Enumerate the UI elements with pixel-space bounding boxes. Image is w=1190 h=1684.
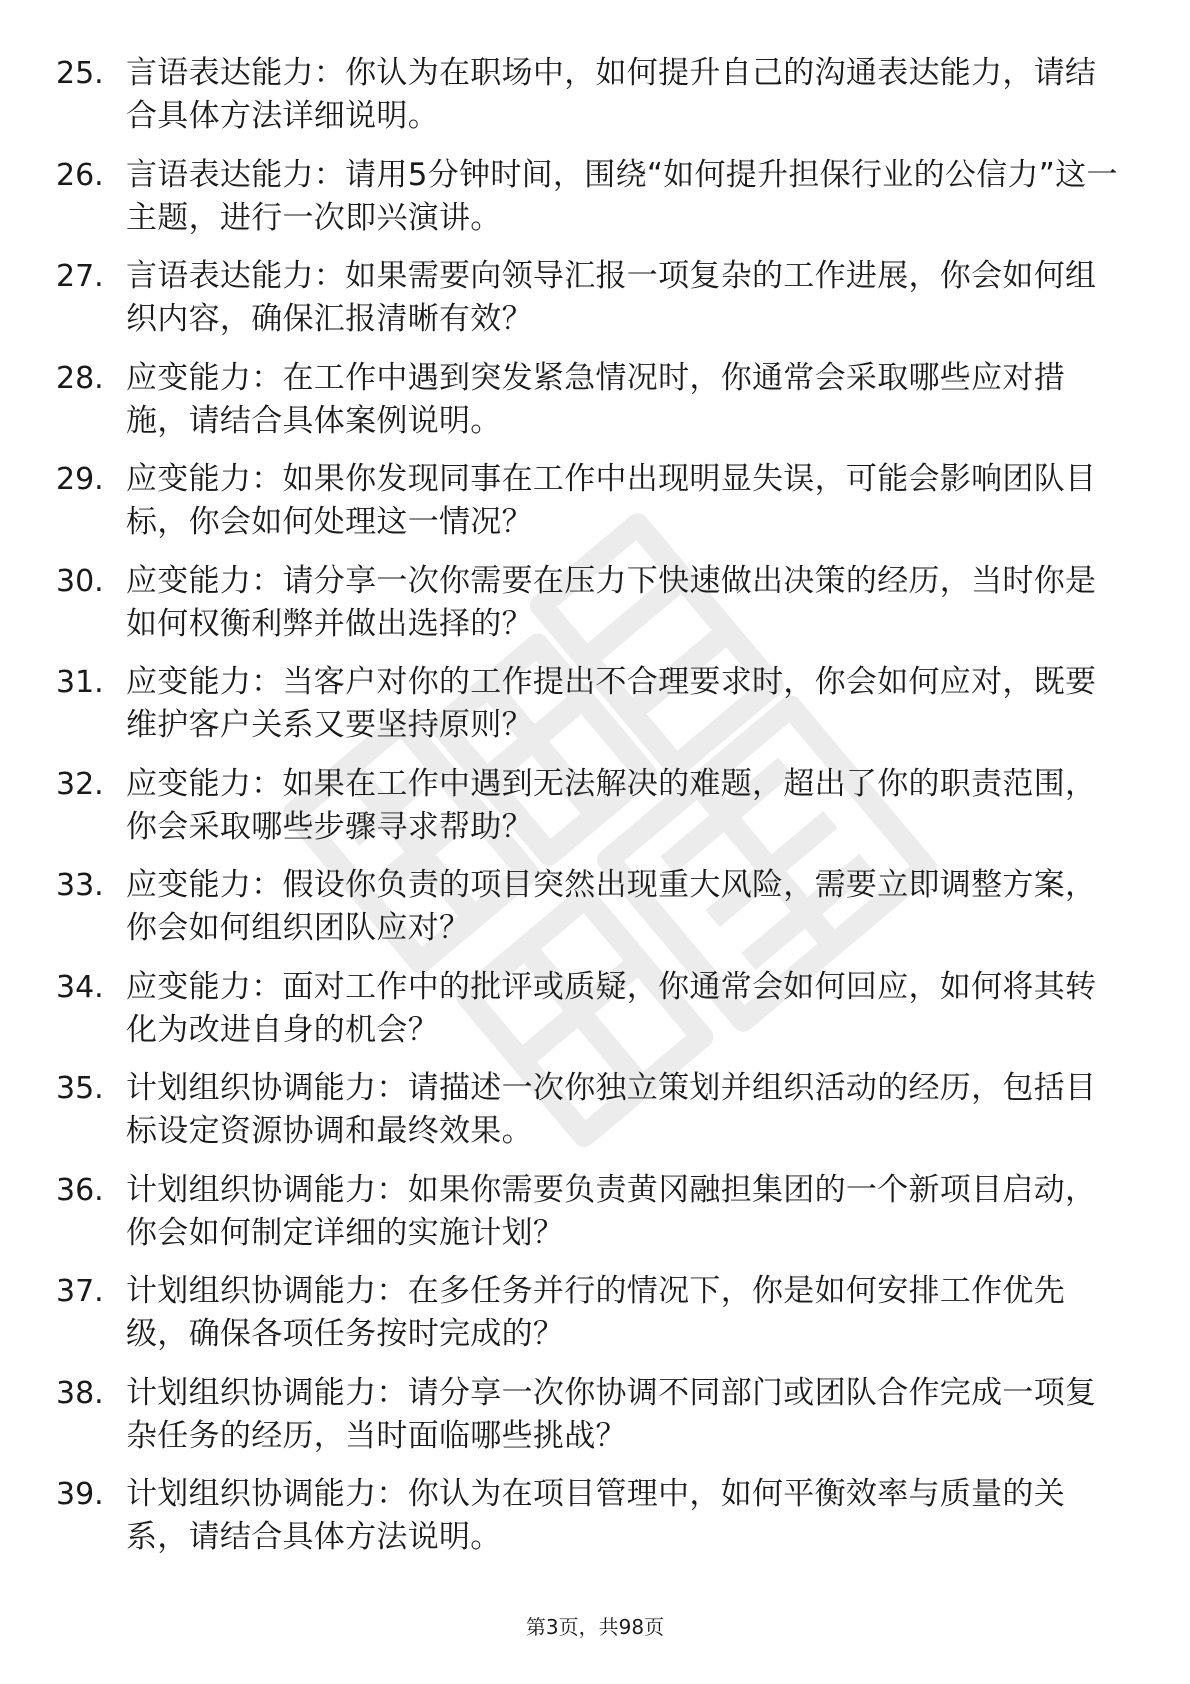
question-text: 言语表达能力：你认为在职场中，如何提升自己的沟通表达能力，请结合具体方法详细说明。 bbox=[126, 55, 1097, 134]
question-text: 应变能力：请分享一次你需要在压力下快速做出决策的经历，当时你是如何权衡利弊并做出选择的？ bbox=[126, 562, 1097, 642]
question-list bbox=[0, 52, 1190, 1575]
question-item bbox=[0, 864, 1190, 966]
question-number: 32. bbox=[56, 766, 104, 802]
question-item bbox=[0, 154, 1190, 256]
question-text: 言语表达能力：请用5分钟时间，围绕“如何提升担保行业的公信力”这一主题，进行一次即兴演讲。 bbox=[126, 156, 1118, 236]
question-text: 言语表达能力：如果需要向领导汇报一项复杂的工作进展，你会如何组织内容，确保汇报清晰有效？ bbox=[126, 258, 1097, 337]
question-number: 25. bbox=[56, 56, 104, 91]
page-number-footer: 第3页，共98页 bbox=[525, 1615, 665, 1639]
question-number: 33. bbox=[56, 868, 104, 903]
question-number: 27. bbox=[56, 259, 104, 294]
question-item bbox=[0, 1067, 1190, 1169]
question-item bbox=[0, 255, 1190, 357]
question-item bbox=[0, 357, 1190, 459]
question-number: 34. bbox=[56, 969, 104, 1005]
question-text: 应变能力：面对工作中的批评或质疑，你通常会如何回应，如何将其转化为改进自身的机会？ bbox=[126, 968, 1097, 1048]
question-item bbox=[0, 1270, 1190, 1372]
question-item bbox=[0, 966, 1190, 1068]
question-number: 29. bbox=[56, 462, 104, 497]
question-text: 计划组织协调能力：在多任务并行的情况下，你是如何安排工作优先级，确保各项任务按时完成的？ bbox=[126, 1273, 1065, 1352]
question-text: 应变能力：如果在工作中遇到无法解决的难题，超出了你的职责范围，你会采取哪些步骤寻求帮助？ bbox=[126, 765, 1097, 845]
question-item bbox=[0, 763, 1190, 865]
question-text: 计划组织协调能力：请分享一次你协调不同部门或团队合作完成一项复杂任务的经历，当时面临哪些挑战？ bbox=[126, 1374, 1097, 1454]
question-item bbox=[0, 1473, 1190, 1575]
question-text: 计划组织协调能力：请描述一次你独立策划并组织活动的经历，包括目标设定资源协调和最终效果。 bbox=[126, 1070, 1097, 1149]
question-text: 应变能力：假设你负责的项目突然出现重大风险，需要立即调整方案，你会如何组织团队应对？ bbox=[126, 867, 1097, 946]
question-text: 应变能力：如果你发现同事在工作中出现明显失误，可能会影响团队目标，你会如何处理这一情况？ bbox=[126, 461, 1097, 540]
question-item bbox=[0, 1169, 1190, 1271]
question-number: 35. bbox=[56, 1071, 104, 1106]
question-text: 应变能力：在工作中遇到突发紧急情况时，你通常会采取哪些应对措施，请结合具体案例说明。 bbox=[126, 359, 1065, 439]
question-number: 31. bbox=[56, 665, 104, 700]
question-number: 37. bbox=[56, 1274, 104, 1309]
question-item bbox=[0, 661, 1190, 763]
question-number: 26. bbox=[56, 157, 104, 193]
question-item bbox=[0, 52, 1190, 154]
question-number: 38. bbox=[56, 1375, 104, 1411]
question-number: 30. bbox=[56, 563, 104, 599]
question-number: 39. bbox=[56, 1477, 104, 1512]
question-number: 28. bbox=[56, 360, 104, 396]
question-item bbox=[0, 560, 1190, 662]
question-number: 36. bbox=[56, 1172, 104, 1208]
question-item bbox=[0, 1372, 1190, 1474]
question-text: 计划组织协调能力：你认为在项目管理中，如何平衡效率与质量的关系，请结合具体方法说明。 bbox=[126, 1476, 1065, 1555]
question-item bbox=[0, 458, 1190, 560]
question-text: 计划组织协调能力：如果你需要负责黄冈融担集团的一个新项目启动，你会如何制定详细的实施计划？ bbox=[126, 1171, 1097, 1251]
question-text: 应变能力：当客户对你的工作提出不合理要求时，你会如何应对，既要维护客户关系又要坚持原则？ bbox=[126, 664, 1097, 743]
